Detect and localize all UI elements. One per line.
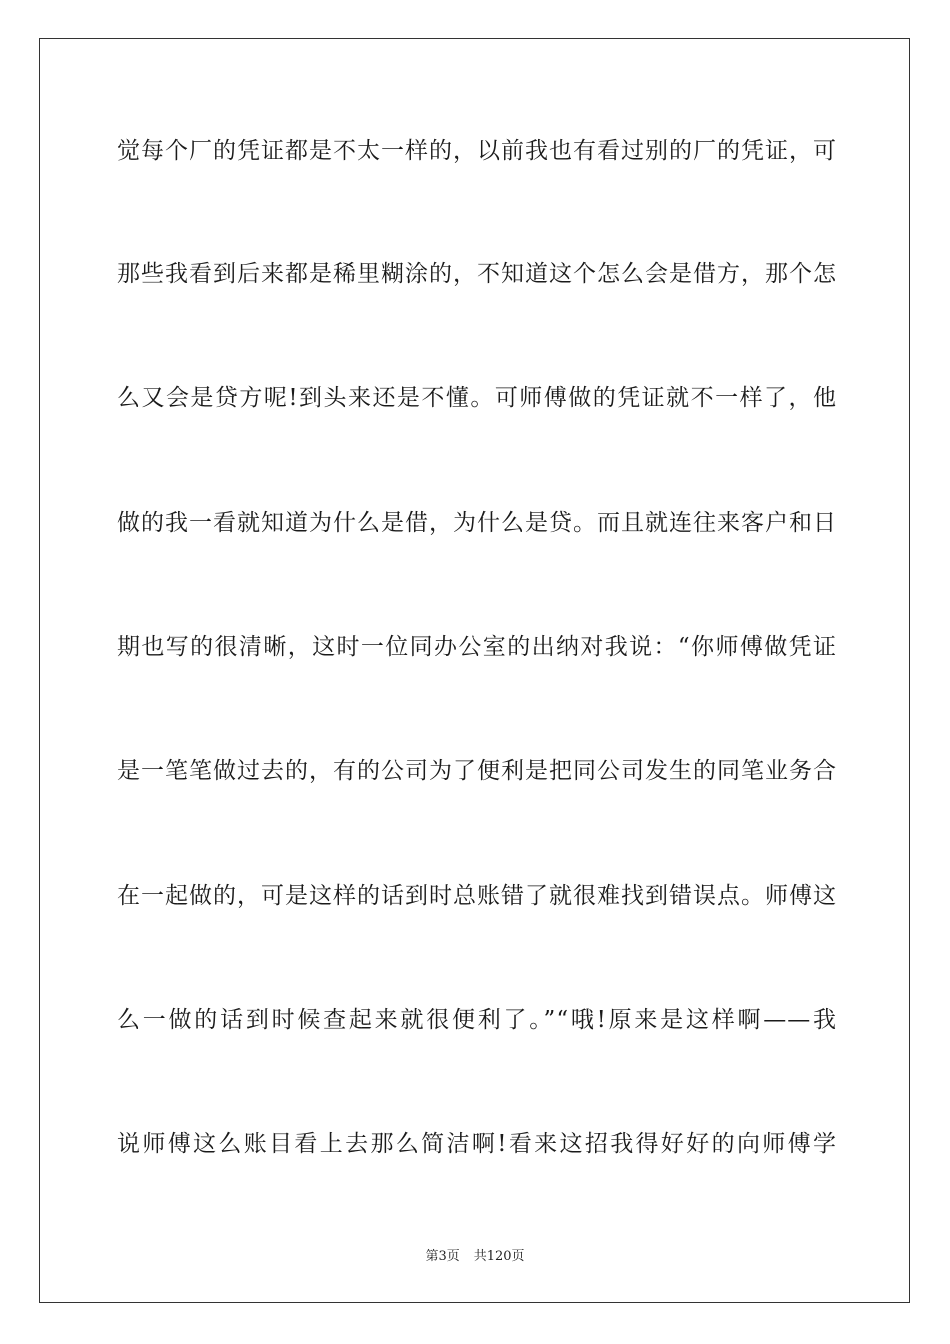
paragraph-line: 那些我看到后来都是稀里糊涂的，不知道这个怎么会是借方，那个怎 (117, 261, 837, 287)
paragraph-line: 么又会是贷方呢!到头来还是不懂。可师傅做的凭证就不一样了，他 (117, 385, 837, 411)
paragraph-line: 觉每个厂的凭证都是不太一样的，以前我也有看过别的厂的凭证，可 (117, 138, 837, 164)
paragraph-line: 期也写的很清晰，这时一位同办公室的出纳对我说：“你师傅做凭证 (117, 634, 837, 660)
paragraph-line: 说师傅这么账目看上去那么简洁啊!看来这招我得好好的向师傅学 (117, 1131, 837, 1157)
paragraph-line: 做的我一看就知道为什么是借，为什么是贷。而且就连往来客户和日 (117, 510, 837, 536)
paragraph-line: 在一起做的，可是这样的话到时总账错了就很难找到错误点。师傅这 (117, 883, 837, 909)
page-total: 共120页 (473, 1249, 525, 1264)
page-footer (0, 1247, 950, 1267)
paragraph-line: 是一笔笔做过去的，有的公司为了便利是把同公司发生的同笔业务合 (117, 758, 837, 784)
page-border (39, 38, 910, 1303)
paragraph-line: 么一做的话到时候查起来就很便利了。”“哦!原来是这样啊——我 (117, 1007, 837, 1033)
page-number: 第3页 (425, 1249, 460, 1264)
